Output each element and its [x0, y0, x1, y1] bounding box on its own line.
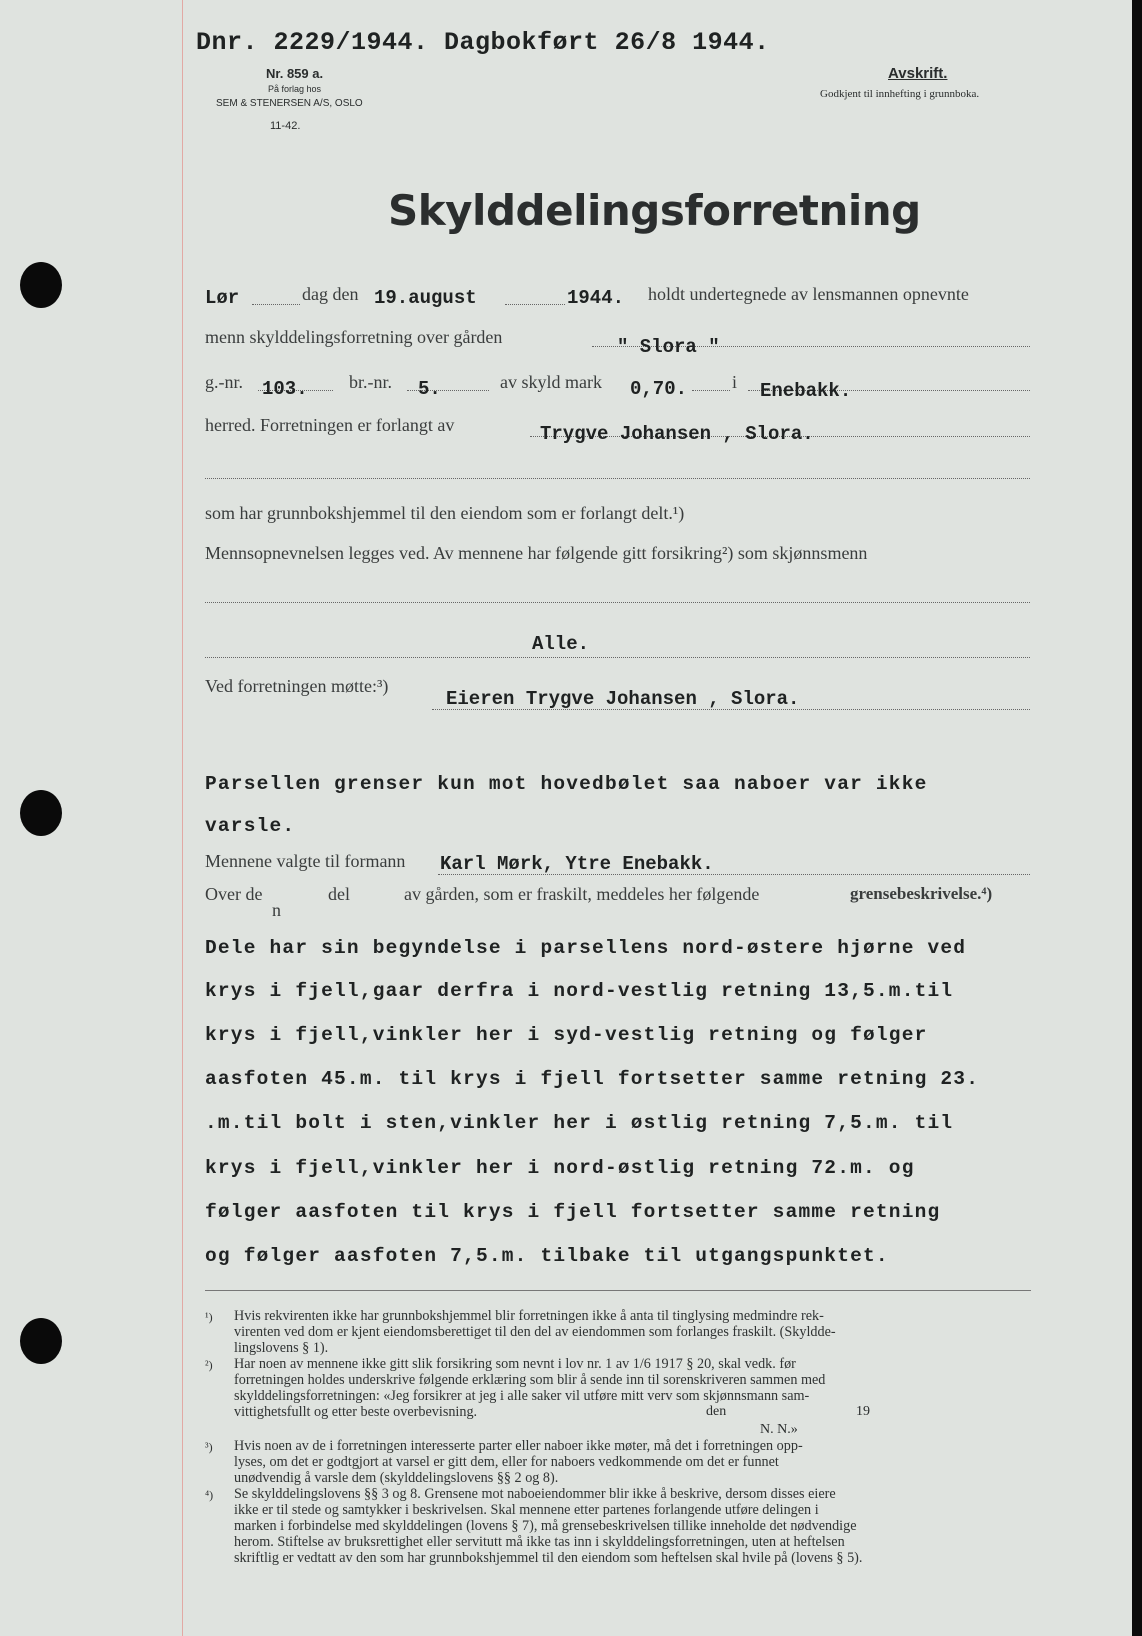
- label-skyld: av skyld mark: [500, 372, 602, 392]
- page-edge: [1132, 0, 1142, 1636]
- footnote-marker: ³): [205, 1440, 213, 1454]
- motte-value: Eieren Trygve Johansen , Slora.: [446, 688, 800, 710]
- label-gnr: g.-nr.: [205, 372, 243, 392]
- description-line: og følger aasfoten 7,5.m. tilbake til utgangspunktet.: [205, 1245, 889, 1267]
- label-motte: Ved forretningen møtte:³): [205, 676, 389, 696]
- printer-date: 11-42.: [270, 120, 301, 132]
- label-menn: menn skylddelingsforretning over gården: [205, 327, 503, 347]
- footnote-4: [234, 1486, 862, 1566]
- description-line: aasfoten 45.m. til krys i fjell fortsetter samme retning 23.: [205, 1068, 980, 1090]
- label-garden: av gården, som er fraskilt, meddeles her følgende: [404, 884, 760, 904]
- footnote-den: den: [706, 1404, 727, 1419]
- mennsopnevnelsen-text: Mennsopnevnelsen legges ved. Av mennene har følgende gitt forsikring²) som skjønnsmenn: [205, 543, 868, 563]
- footnote-2: [234, 1356, 825, 1420]
- footnote-nn: N. N.»: [760, 1422, 798, 1437]
- note-line: varsle.: [205, 815, 296, 837]
- date-value: 19.august: [374, 287, 477, 309]
- punch-hole: [20, 1318, 62, 1364]
- description-line: følger aasfoten til krys i fjell fortsetter samme retning: [205, 1201, 941, 1223]
- herred-name: Enebakk.: [760, 380, 852, 402]
- footnote-line: Hvis noen av de i forretningen interesserte parter eller naboer ikke møter, må det i forretningen opp-: [234, 1438, 803, 1454]
- gnr-value: 103.: [262, 378, 308, 400]
- description-line: krys i fjell,vinkler her i syd-vestlig retning og følger: [205, 1024, 928, 1046]
- year-value: 1944.: [567, 287, 625, 309]
- label-holdt: holdt undertegnede av lensmannen opnevnte: [648, 284, 969, 304]
- description-line: Dele har sin begyndelse i parsellens nord-østere hjørne ved: [205, 937, 967, 959]
- footnote-line: unødvendig å varsle dem (skylddelingslovens §§ 2 og 8).: [234, 1470, 559, 1486]
- label-dag-den: dag den: [302, 284, 359, 304]
- footnote-marker: ⁴): [205, 1488, 214, 1502]
- footnote-line: virenten ved dom er kjent eiendomsberettiget til den del av eiendommen som forlanges fraskilt. (Skyldde-: [234, 1324, 836, 1340]
- footnote-line: forretningen holdes underskrive følgende erklæring som blir å sende inn til sorenskriveren sammen med: [234, 1372, 826, 1388]
- printer-line: På forlag hos: [268, 84, 322, 94]
- footnote-year: 19: [856, 1404, 870, 1419]
- label-herred: herred. Forretningen er forlangt av: [205, 415, 455, 435]
- footnote-line: Se skylddelingslovens §§ 3 og 8. Grensene mot naboeiendommer blir ikke å beskrive, dersom disses eiere: [234, 1486, 836, 1502]
- skyld-value: 0,70.: [630, 378, 688, 400]
- footnote-line: Har noen av mennene ikke gitt slik forsikring som nevnt i lov nr. 1 av 1/6 1917 § 20, skal vedk. før: [234, 1356, 796, 1372]
- description-line: krys i fjell,gaar derfra i nord-vestlig retning 13,5.m.til: [205, 980, 954, 1002]
- footnote-line: marken i forbindelse med skylddelingen (lovens § 7), må grensebeskrivelsen tillike inneholde det nødvendige: [234, 1518, 857, 1534]
- note-line: Parsellen grenser kun mot hovedbølet saa naboer var ikke: [205, 773, 928, 795]
- label-i: i: [732, 372, 738, 392]
- footnote-1: [234, 1308, 836, 1356]
- farm-name: " Slora ": [617, 336, 720, 358]
- approval-note: Godkjent til innhefting i grunnboka.: [820, 88, 980, 100]
- footnote-rule: [205, 1290, 1031, 1291]
- description-line: krys i fjell,vinkler her i nord-østlig retning 72.m. og: [205, 1157, 915, 1179]
- label-del: del: [328, 884, 350, 904]
- forsikring-value: Alle.: [532, 633, 590, 655]
- printer-name: SEM & STENERSEN A/S, OSLO: [216, 98, 363, 109]
- footnote-line: lyses, om det er godtgjort at varsel er gitt dem, eller for naboers vedkommende om det er funnet: [234, 1454, 779, 1470]
- brnr-value: 5.: [418, 378, 441, 400]
- grunnbok-text: som har grunnbokshjemmel til den eiendom som er forlangt delt.¹): [205, 503, 685, 523]
- footnote-3: [234, 1438, 803, 1486]
- registration-line: Dnr. 2229/1944. Dagbokført 26/8 1944.: [196, 28, 770, 57]
- document-title: Skylddelingsforretning: [388, 186, 921, 235]
- footnote-marker: ²): [205, 1358, 213, 1372]
- over-insert: n: [272, 900, 281, 920]
- footnote-line: skylddelingsforretningen: «Jeg forsikrer at jeg i alle saker vil utføre mitt verv som skjønnsmann sam-: [234, 1388, 810, 1404]
- form-number: Nr. 859 a.: [266, 66, 324, 81]
- requester-name: Trygve Johansen , Slora.: [540, 423, 814, 445]
- formann-value: Karl Mørk, Ytre Enebakk.: [440, 853, 714, 875]
- footnote-line: lingslovens § 1).: [234, 1340, 329, 1356]
- margin-line: [182, 0, 183, 1636]
- label-grense: grensebeskrivelse.⁴): [850, 884, 993, 903]
- footnote-line: Hvis rekvirenten ikke har grunnbokshjemmel blir forretningen ikke å anta til tinglysing medmindre rek-: [234, 1308, 824, 1324]
- footnote-line: vittighetsfullt og etter beste overbevisning.: [234, 1404, 478, 1420]
- description-line: .m.til bolt i sten,vinkler her i østlig retning 7,5.m. til: [205, 1112, 954, 1134]
- punch-hole: [20, 262, 62, 308]
- weekday-value: Lør: [205, 287, 240, 309]
- footnote-marker: ¹): [205, 1310, 213, 1324]
- avskrift-label: Avskrift.: [888, 65, 948, 82]
- label-formann: Mennene valgte til formann: [205, 851, 406, 871]
- punch-hole: [20, 790, 62, 836]
- label-over: Over de: [205, 884, 263, 904]
- footnote-line: ikke er til stede og samtykker i beskrivelsen. Skal mennene etter partenes forlangende utføre delingen i: [234, 1502, 819, 1518]
- footnote-line: skriftlig er vedtatt av den som har grunnbokshjemmel til den eiendom som heftelsen skal hvile på (lovens § 5).: [234, 1550, 863, 1566]
- footnote-line: herom. Stiftelse av bruksrettighet eller servitutt må ikke tas inn i skylddelingsforretningen, uten at heftelsen: [234, 1534, 845, 1550]
- label-brnr: br.-nr.: [349, 372, 392, 392]
